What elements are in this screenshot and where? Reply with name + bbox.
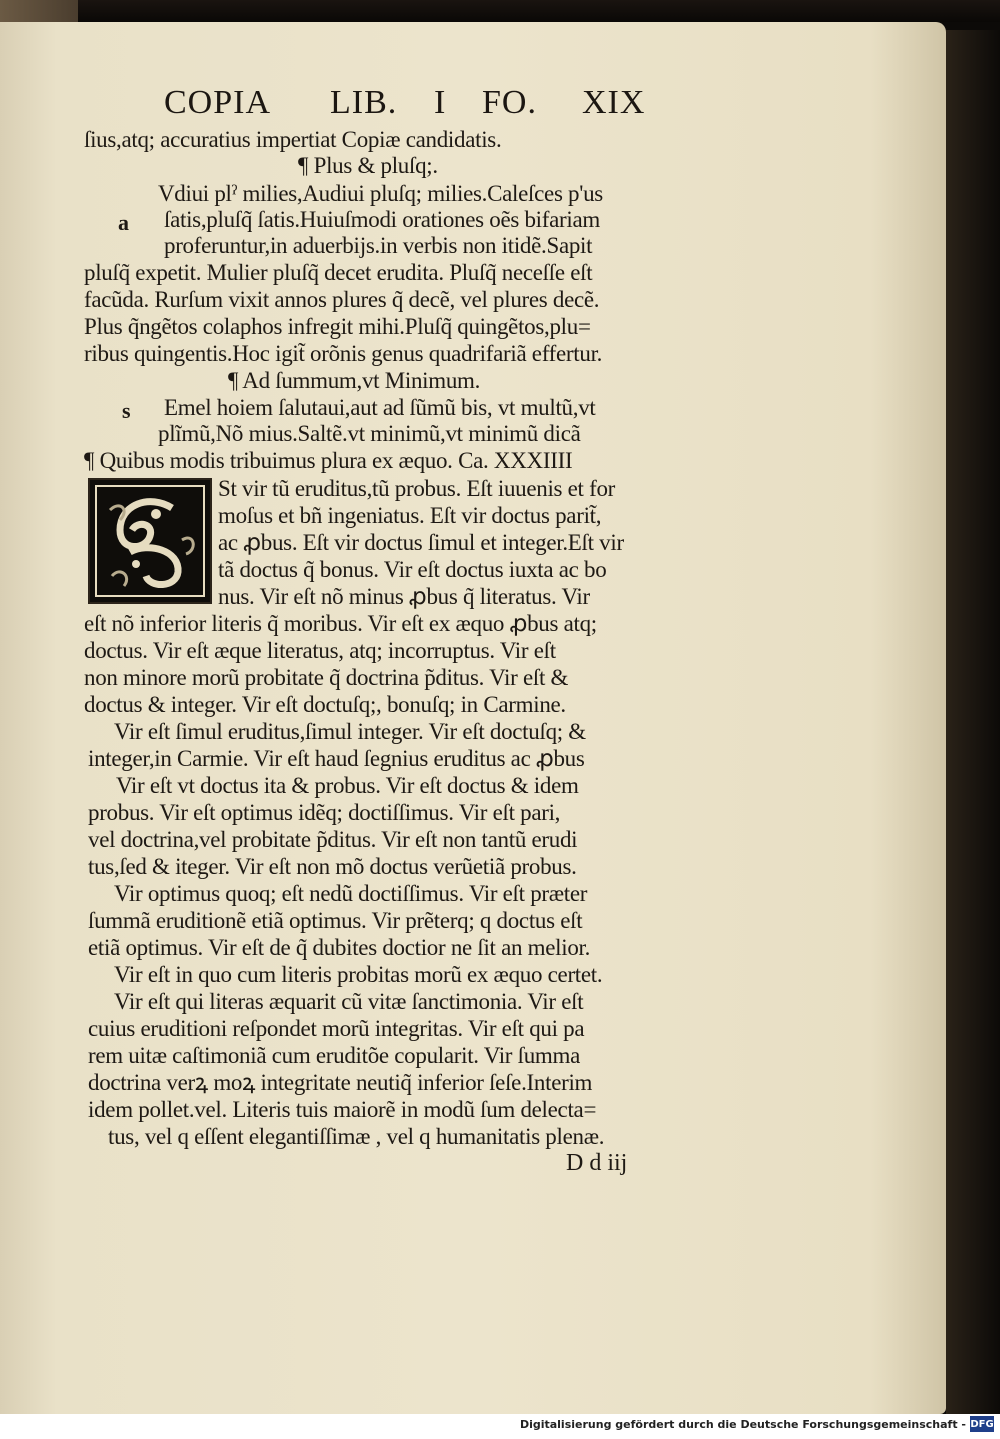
text-line: cuius eruditioni reſpondet morũ integritas. Vir eſt qui pa [88,1016,585,1041]
section-heading: ¶ Ad ſummum,vt Minimum. [228,368,481,393]
text-line: Vir eſt vt doctus ita & probus. Vir eſt doctus & idem [116,773,579,798]
text-line: plĩmũ,Nõ mius.Saltẽ.vt minimũ,vt minimũ dicã [158,421,581,446]
running-header [164,84,654,124]
text-line: eſt nõ inferior literis q̃ moribus. Vir eſt ex æquo ꝓbus atq; [84,611,597,636]
text-line: ribus quingentis.Hoc igit̃ orõnis genus quadrifariã effertur. [84,341,603,366]
text-line: doctrina verꝝ moꝝ integritate neutiq̃ inferior ſeſe.Interim [88,1070,593,1095]
text-line: proferuntur,in aduerbĳs.in verbis non itidẽ.Sapit [164,233,593,258]
text-line: moſus et bñ ingeniatus. Eſt vir doctus parit̃, [218,503,602,528]
text-line: non minore morũ probitate q̃ doctrina p̃ditus. Vir eſt & [84,665,569,690]
section-heading: ¶ Plus & pluſq;. [298,153,438,178]
text-line: tã doctus q̃ bonus. Vir eſt doctus iuxta ac bo [218,557,607,582]
header-book-number: I [434,84,447,121]
text-line: ſummã eruditionẽ etiã optimus. Vir prẽterq; q doctus eſt [88,908,583,933]
text-line: idem pollet.vel. Literis tuis maiorẽ in modũ ſum delecta= [88,1097,597,1122]
text-line: facũda. Rurſum vixit annos plures q̃ decẽ, vel plures decẽ. [84,287,600,312]
text-line: rem uitæ caſtimoniã cum eruditõe copularit. Vir ſumma [88,1043,580,1068]
text-line: Vir eſt qui literas æquarit cũ vitæ ſanctimonia. Vir eſt [114,989,584,1014]
decorated-initial [88,478,212,604]
text-line: probus. Vir eſt optimus idẽq; doctiſſimus. Vir eſt pari, [88,800,561,825]
header-lib: LIB. [330,84,398,121]
margin-letter-s: s [122,398,131,423]
book-spine [0,0,78,22]
text-line: St vir tũ eruditus,tũ probus. Eſt iuuenis et for [218,476,616,501]
text-line: nus. Vir eſt nõ minus ꝓbus q̃ literatus. Vir [218,584,590,609]
margin-letter-a: a [118,210,129,235]
text-line: Emel hoiem ſalutaui,aut ad ſũmũ bis, vt multũ,vt [164,395,596,420]
header-fo: FO. [482,84,537,121]
text-line: vel doctrina,vel probitate p̃ditus. Vir eſt non tantũ erudi [88,827,578,852]
text-line: ſius,atq; accuratius impertiat Copiæ candidatis. [84,127,502,152]
text-line: ſatis,pluſq̃ ſatis.Huiuſmodi orationes oẽs bifariam [164,207,600,232]
signature-mark: D d iij [566,1150,628,1176]
book-top-edge [0,0,1000,22]
text-line: Vdiui plˀ milies,Audiui pluſq; milies.Caleſces p'us [158,181,603,206]
footer-bar [0,1414,1000,1439]
text-line: etiã optimus. Vir eſt de q̃ dubites doctior ne ſit an melior. [88,935,591,960]
dfg-logo-icon: DFG [970,1416,994,1432]
header-folio: XIX [582,84,646,121]
text-line: pluſq̃ expetit. Mulier pluſq̃ decet erudita. Pluſq̃ neceſſe eſt [84,260,593,285]
header-title: COPIA [164,84,272,121]
text-line: doctus & integer. Vir eſt doctuſq;, bonuſq; in Carmine. [84,692,566,717]
text-line: Vir optimus quoq; eſt nedũ doctiſſimus. Vir eſt præter [114,881,588,906]
text-line: tus,ſed & iteger. Vir eſt non mõ doctus verũetiã probus. [88,854,577,879]
text-line: integer,in Carmie. Vir eſt haud ſegnius eruditus ac ꝓbus [88,746,585,771]
text-line: doctus. Vir eſt æque literatus, atq; incorruptus. Vir eſt [84,638,556,663]
text-line: Vir eſt ſimul eruditus,ſimul integer. Vir eſt doctuſq; & [114,719,586,744]
funding-credit: Digitalisierung gefördert durch die Deutsche Forschungsgemeinschaft - [519,1418,966,1431]
text-line: ac ꝓbus. Eſt vir doctus ſimul et integer.Eſt vir [218,530,624,555]
text-line: tus, vel q eſſent elegantiſſimæ , vel q humanitatis plenæ. [108,1124,605,1149]
page-edge-shadow [946,30,1000,1414]
chapter-heading: ¶ Quibus modis tribuimus plura ex æquo. Ca. XXXIIII [84,448,573,473]
text-line: Plus q̃ngẽtos colaphos infregit mihi.Pluſq̃ quingẽtos,plu= [84,314,591,339]
text-line: Vir eſt in quo cum literis probitas morũ ex æquo certet. [114,962,603,987]
